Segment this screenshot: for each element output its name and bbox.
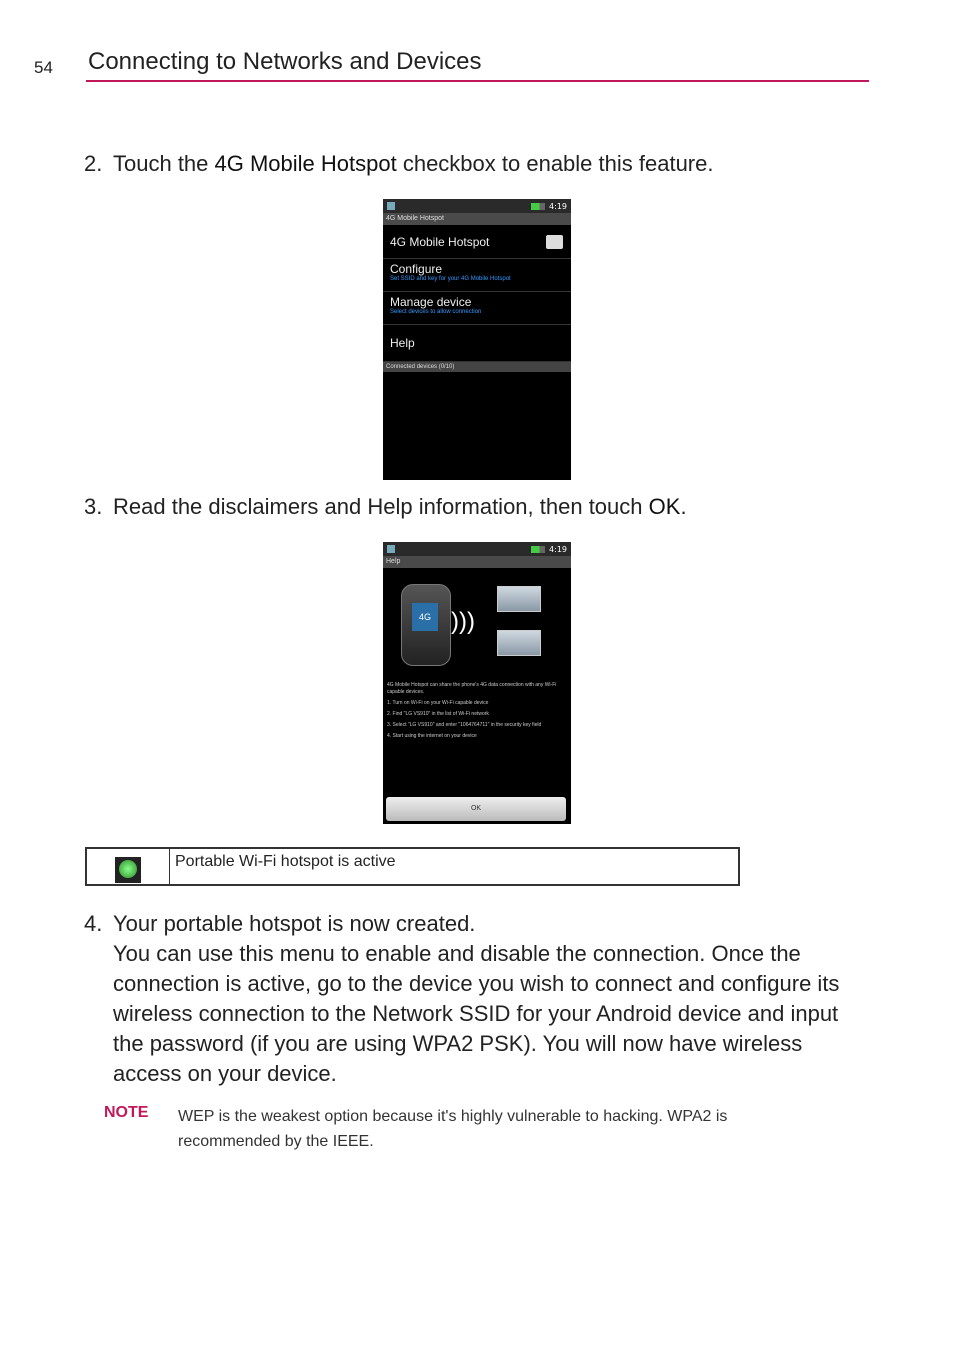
device-screen-label: 4G (412, 603, 438, 631)
notification-icon (387, 202, 395, 210)
laptop-icon (497, 586, 541, 612)
page-number: 54 (34, 58, 53, 77)
icon-description: Portable Wi-Fi hotspot is active (175, 853, 396, 870)
icon-table (85, 847, 740, 886)
status-bar (383, 199, 571, 213)
menu-item-configure[interactable] (383, 259, 571, 292)
step-keyword: 4G Mobile Hotspot (214, 151, 397, 176)
signal-icon (531, 546, 545, 553)
help-text (383, 678, 571, 748)
laptop-icon (497, 630, 541, 656)
step-4-line1: Your portable hotspot is now created. (113, 911, 476, 936)
connected-devices-header: Connected devices (0/10) (383, 362, 571, 372)
menu-item-help[interactable] (383, 325, 571, 362)
step-text: Touch the (113, 151, 215, 176)
screen-title: Help (383, 556, 571, 568)
step-text-end: checkbox to enable this feature. (396, 151, 714, 176)
ok-button[interactable]: OK (386, 797, 566, 821)
help-line: 1. Turn on Wi-Fi on your Wi-Fi capable device (387, 700, 489, 706)
help-line: 3. Select "LG VS910" and enter "1064764711" in the security key field (387, 722, 542, 728)
menu-item-label: Help (390, 336, 415, 350)
menu-item-manage-device[interactable] (383, 292, 571, 325)
wifi-waves-icon: ))) (451, 608, 475, 635)
screen-title: 4G Mobile Hotspot (383, 213, 571, 225)
menu-item-sub: Set SSID and key for your 4G Mobile Hotspot (390, 276, 511, 282)
menu-item-label: Configure (390, 262, 443, 276)
step-text: Read the disclaimers and Help information, then touch (113, 494, 649, 519)
status-time: 4:19 (549, 201, 567, 211)
step-2 (84, 149, 713, 179)
menu-item-label: 4G Mobile Hotspot (390, 235, 490, 249)
step-number: 3. (84, 494, 103, 519)
menu-item-hotspot[interactable] (383, 225, 571, 259)
icon-cell (87, 849, 170, 884)
header-rule (86, 80, 869, 82)
help-line: 2. Find "LG VS910" in the list of Wi-Fi network (387, 711, 489, 717)
step-4-body: You can use this menu to enable and disable the connection. Once the connection is active, go to the device you wish to connect and configure its wireless connection to the Network SSID for your Android device and input the password (if you are using WPA2 PSK). You will now have wireless access on your device. (113, 941, 840, 1086)
notification-icon (387, 545, 395, 553)
step-3 (84, 492, 687, 522)
hotspot-illustration (383, 568, 571, 678)
phone-illustration-icon (401, 584, 451, 666)
status-bar (383, 542, 571, 556)
note-text: WEP is the weakest option because it's highly vulnerable to hacking. WPA2 is recommended by the IEEE. (178, 1108, 728, 1150)
note-label: NOTE (104, 1104, 149, 1121)
section-title: Connecting to Networks and Devices (88, 48, 482, 75)
step-keyword: OK (648, 494, 681, 519)
step-4-number: 4. (84, 911, 103, 936)
help-line: 4G Mobile Hotspot can share the phone's 4G data connection with any Wi-Fi capable devices. (387, 682, 557, 695)
status-time: 4:19 (549, 544, 567, 554)
step-text-end: . (680, 494, 687, 519)
help-screenshot (383, 542, 571, 824)
hotspot-settings-screenshot (383, 199, 571, 480)
hotspot-active-icon (115, 857, 141, 883)
help-line: 4. Start using the internet on your device (387, 733, 477, 739)
signal-icon (531, 203, 545, 210)
menu-item-label: Manage device (390, 295, 472, 309)
hotspot-checkbox[interactable] (546, 235, 563, 249)
menu-item-sub: Select devices to allow connection (390, 309, 482, 315)
step-number: 2. (84, 151, 103, 176)
